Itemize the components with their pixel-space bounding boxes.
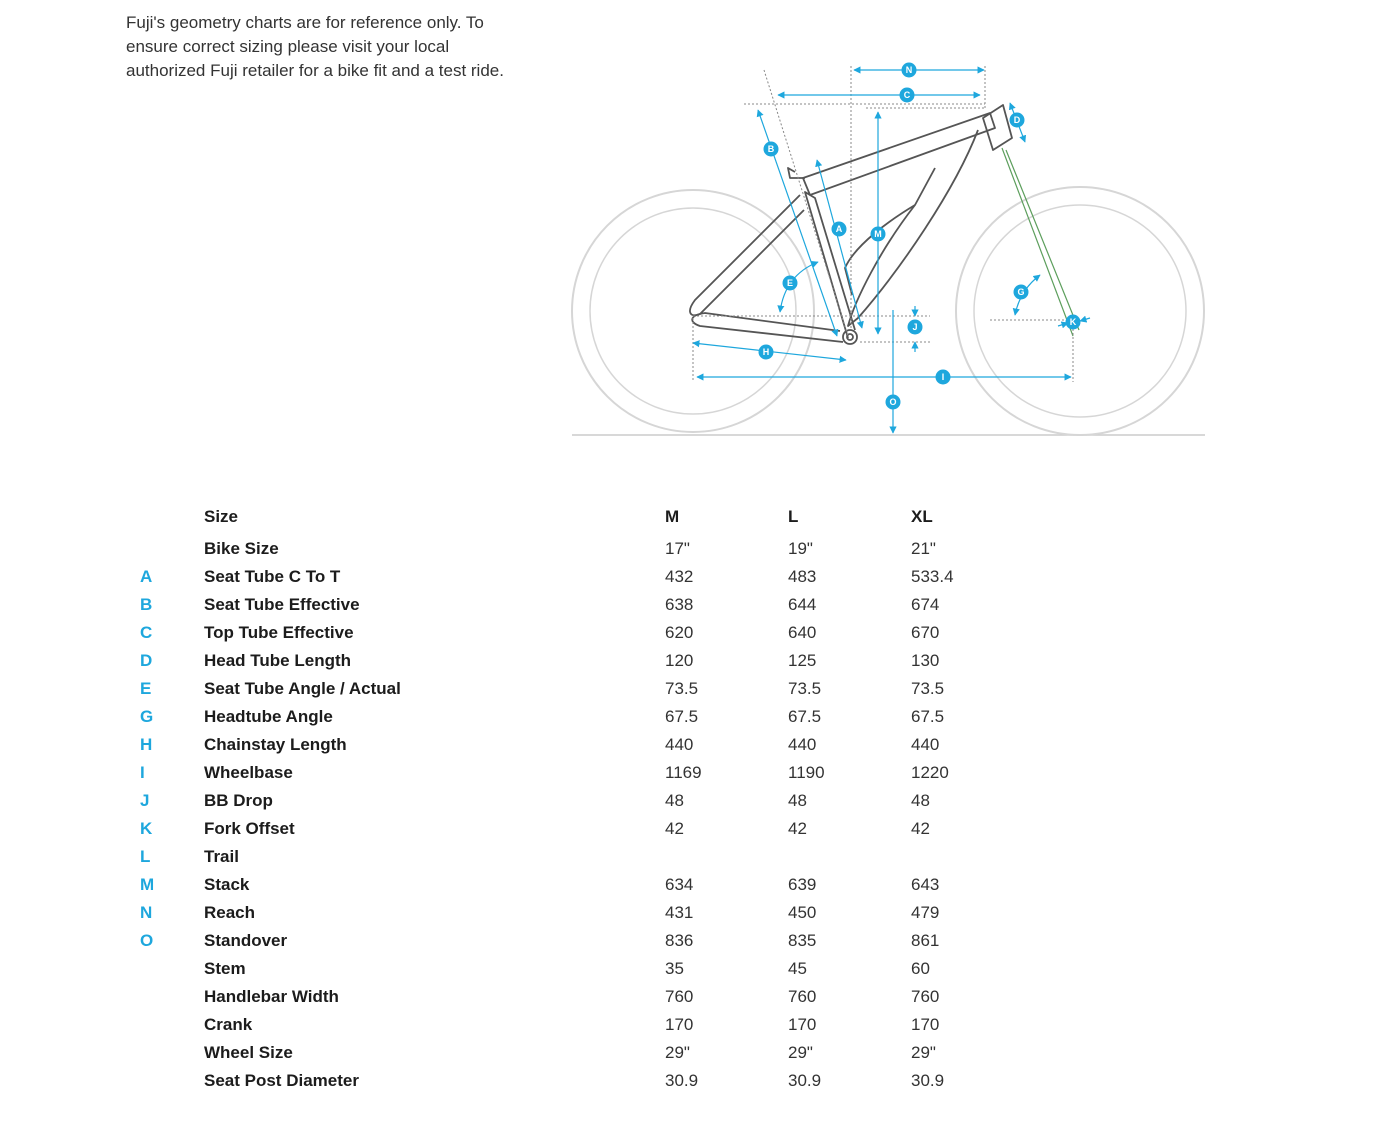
value-l: 835 xyxy=(788,931,817,950)
value-xl: 67.5 xyxy=(911,707,945,726)
row-letter: B xyxy=(140,595,153,614)
row-label: Top Tube Effective xyxy=(204,623,354,642)
row-letter: O xyxy=(140,931,154,950)
table-row xyxy=(0,815,1386,843)
row-label: Head Tube Length xyxy=(204,651,352,670)
svg-text:E: E xyxy=(786,278,794,288)
row-label: Stem xyxy=(204,959,246,978)
value-xl: 533.4 xyxy=(911,567,954,586)
table-row xyxy=(0,591,1386,619)
marker-b xyxy=(764,142,779,157)
row-letter: L xyxy=(140,847,151,866)
value-l: 42 xyxy=(788,819,807,838)
row-label: Standover xyxy=(204,931,288,950)
value-xl: 42 xyxy=(911,819,930,838)
row-label: Handlebar Width xyxy=(204,987,339,1006)
value-xl: 60 xyxy=(911,959,930,978)
table-row xyxy=(0,619,1386,647)
row-letter: C xyxy=(140,623,153,642)
value-m: 620 xyxy=(665,623,694,642)
value-xl: 479 xyxy=(911,903,940,922)
value-xl: 440 xyxy=(911,735,940,754)
table-row xyxy=(0,1067,1386,1095)
row-label: Bike Size xyxy=(204,539,279,558)
value-l: 48 xyxy=(788,791,807,810)
row-letter: K xyxy=(140,819,153,838)
marker-c xyxy=(900,88,915,103)
fork-lines xyxy=(1002,148,1079,336)
value-l: 640 xyxy=(788,623,817,642)
value-m: 73.5 xyxy=(665,679,699,698)
table-row xyxy=(0,955,1386,983)
value-m: 120 xyxy=(665,651,694,670)
svg-text:M: M xyxy=(874,229,882,239)
value-xl: 48 xyxy=(911,791,930,810)
value-m: 760 xyxy=(665,987,694,1006)
row-letter: J xyxy=(140,791,150,810)
marker-m xyxy=(871,227,886,242)
row-label: Seat Tube Angle / Actual xyxy=(204,679,401,698)
svg-text:C: C xyxy=(903,90,911,100)
marker-a xyxy=(832,222,847,237)
svg-text:O: O xyxy=(889,397,897,407)
table-row xyxy=(0,563,1386,591)
value-l: 450 xyxy=(788,903,817,922)
header-label: Size xyxy=(204,507,239,526)
value-xl: 170 xyxy=(911,1015,940,1034)
svg-text:K: K xyxy=(1069,317,1077,327)
svg-text:I: I xyxy=(941,372,945,382)
geometry-disclaimer: Fuji's geometry charts are for reference only. To ensure correct sizing please visit your local authorized Fuji retailer for a bike fit and a test ride. xyxy=(126,13,504,80)
table-row xyxy=(0,1011,1386,1039)
rear-wheel xyxy=(572,190,814,432)
value-m: 634 xyxy=(665,875,694,894)
row-label: Seat Post Diameter xyxy=(204,1071,359,1090)
value-m: 170 xyxy=(665,1015,694,1034)
row-label: Crank xyxy=(204,1015,253,1034)
row-letter: E xyxy=(140,679,152,698)
marker-j xyxy=(908,320,923,335)
header-size-l: L xyxy=(788,507,799,526)
svg-text:D: D xyxy=(1013,115,1021,125)
table-row xyxy=(0,675,1386,703)
value-l: 483 xyxy=(788,567,817,586)
value-xl: 29" xyxy=(911,1043,936,1062)
marker-k xyxy=(1066,315,1081,330)
table-row xyxy=(0,983,1386,1011)
value-l: 170 xyxy=(788,1015,817,1034)
row-label: Chainstay Length xyxy=(204,735,347,754)
value-xl: 73.5 xyxy=(911,679,945,698)
marker-n xyxy=(902,63,917,78)
value-xl: 30.9 xyxy=(911,1071,945,1090)
value-l: 125 xyxy=(788,651,817,670)
value-m: 440 xyxy=(665,735,694,754)
row-label: Trail xyxy=(204,847,239,866)
row-label: BB Drop xyxy=(204,791,273,810)
bike-geometry-diagram xyxy=(560,60,1220,450)
value-xl: 1220 xyxy=(911,763,949,782)
value-m: 29" xyxy=(665,1043,690,1062)
value-l: 19" xyxy=(788,539,813,558)
table-row xyxy=(0,843,1386,871)
value-l: 644 xyxy=(788,595,817,614)
table-row xyxy=(0,871,1386,899)
svg-text:H: H xyxy=(762,347,770,357)
value-xl: 674 xyxy=(911,595,940,614)
row-letter: M xyxy=(140,875,155,894)
svg-text:G: G xyxy=(1017,287,1025,297)
row-label: Fork Offset xyxy=(204,819,295,838)
table-row xyxy=(0,535,1386,563)
value-xl: 643 xyxy=(911,875,940,894)
table-row xyxy=(0,899,1386,927)
marker-o xyxy=(886,395,901,410)
value-m: 42 xyxy=(665,819,684,838)
row-letter: I xyxy=(140,763,145,782)
value-l: 440 xyxy=(788,735,817,754)
value-m: 17" xyxy=(665,539,690,558)
header-size-m: M xyxy=(665,507,680,526)
marker-e xyxy=(783,276,798,291)
row-label: Wheel Size xyxy=(204,1043,293,1062)
value-m: 432 xyxy=(665,567,694,586)
svg-text:A: A xyxy=(835,224,843,234)
table-row xyxy=(0,1039,1386,1067)
row-letter: N xyxy=(140,903,153,922)
value-m: 431 xyxy=(665,903,694,922)
row-letter: H xyxy=(140,735,153,754)
value-l: 73.5 xyxy=(788,679,822,698)
value-m: 48 xyxy=(665,791,684,810)
row-label: Wheelbase xyxy=(204,763,293,782)
row-label: Reach xyxy=(204,903,256,922)
front-wheel xyxy=(956,187,1204,435)
value-xl: 670 xyxy=(911,623,940,642)
table-row xyxy=(0,703,1386,731)
value-l: 760 xyxy=(788,987,817,1006)
table-header-row xyxy=(0,503,1386,531)
svg-text:B: B xyxy=(767,144,775,154)
marker-g xyxy=(1014,285,1029,300)
dimension-arrows xyxy=(693,70,1090,433)
table-row xyxy=(0,731,1386,759)
value-m: 836 xyxy=(665,931,694,950)
table-row xyxy=(0,787,1386,815)
svg-text:N: N xyxy=(905,65,913,75)
table-row xyxy=(0,647,1386,675)
value-m: 35 xyxy=(665,959,684,978)
value-l: 29" xyxy=(788,1043,813,1062)
svg-text:J: J xyxy=(912,322,918,332)
dim-k-right xyxy=(1080,318,1090,321)
value-xl: 861 xyxy=(911,931,940,950)
value-xl: 760 xyxy=(911,987,940,1006)
row-letter: G xyxy=(140,707,154,726)
row-label: Stack xyxy=(204,875,250,894)
row-label: Headtube Angle xyxy=(204,707,333,726)
value-m: 30.9 xyxy=(665,1071,699,1090)
marker-d xyxy=(1010,113,1025,128)
value-m: 1169 xyxy=(665,763,702,782)
marker-h xyxy=(759,345,774,360)
value-l: 639 xyxy=(788,875,817,894)
header-size-xl: XL xyxy=(911,507,933,526)
row-label: Seat Tube Effective xyxy=(204,595,360,614)
value-l: 1190 xyxy=(788,763,825,782)
value-xl: 130 xyxy=(911,651,940,670)
marker-i xyxy=(936,370,951,385)
table-row xyxy=(0,927,1386,955)
bike-frame xyxy=(690,105,1012,344)
table-row xyxy=(0,759,1386,787)
row-letter: D xyxy=(140,651,153,670)
row-letter: A xyxy=(140,567,153,586)
value-xl: 21" xyxy=(911,539,936,558)
value-m: 638 xyxy=(665,595,694,614)
value-l: 67.5 xyxy=(788,707,822,726)
value-l: 30.9 xyxy=(788,1071,822,1090)
value-l: 45 xyxy=(788,959,807,978)
row-label: Seat Tube C To T xyxy=(204,567,341,586)
value-m: 67.5 xyxy=(665,707,699,726)
